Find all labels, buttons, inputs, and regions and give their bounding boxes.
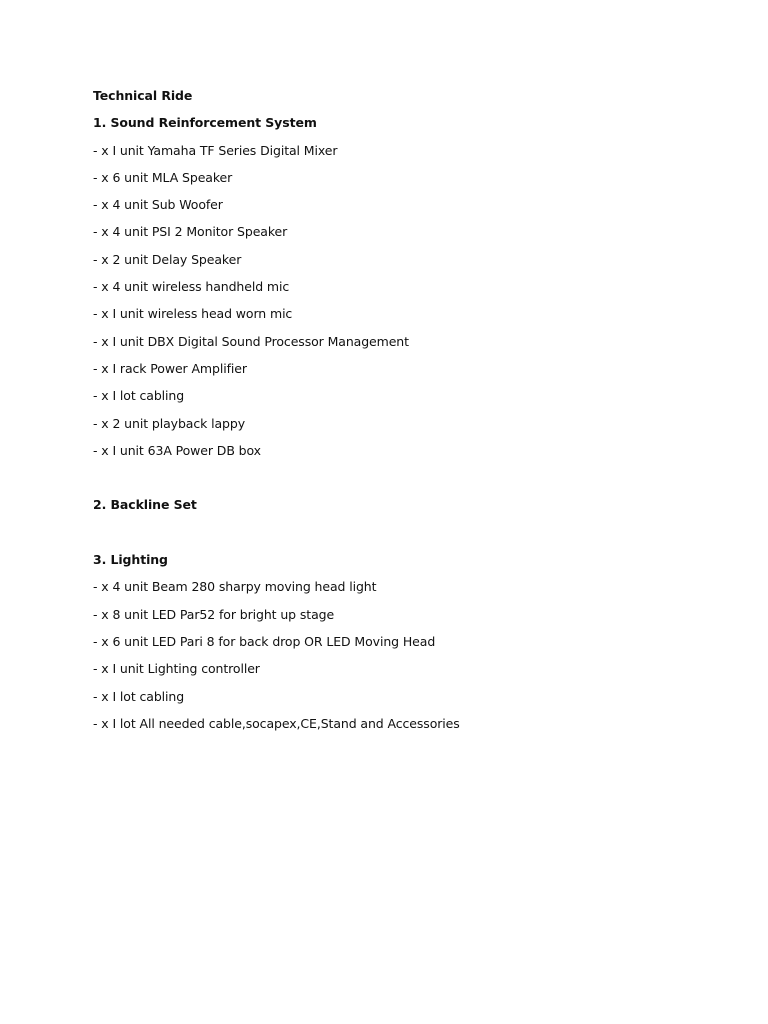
- section-lighting: [93, 550, 733, 741]
- list-item: - x 8 unit LED Par52 for bright up stage: [93, 606, 335, 622]
- section-heading: 2. Backline Set: [93, 497, 197, 513]
- list-item: - x 4 unit wireless handheld mic: [93, 279, 290, 295]
- list-item: - x I unit 63A Power DB box: [93, 442, 261, 458]
- blank-line: [93, 468, 733, 495]
- list-item: - x I unit Yamaha TF Series Digital Mixer: [93, 142, 338, 158]
- list-item: - x 4 unit Beam 280 sharpy moving head light: [93, 579, 377, 595]
- list-item: - x 4 unit Sub Woofer: [93, 197, 223, 213]
- list-item: - x 2 unit playback lappy: [93, 415, 246, 431]
- document-title: Technical Ride: [93, 88, 193, 103]
- section-heading: 3. Lighting: [93, 552, 168, 568]
- list-item: - x I unit Lighting controller: [93, 661, 260, 677]
- list-item: - x 2 unit Delay Speaker: [93, 251, 242, 267]
- list-item: - x 6 unit LED Pari 8 for back drop OR LED Moving Head: [93, 633, 436, 649]
- section-heading: 1. Sound Reinforcement System: [93, 115, 317, 131]
- list-item: - x I lot cabling: [93, 388, 185, 404]
- list-item: - x 6 unit MLA Speaker: [93, 169, 233, 185]
- list-item: - x I lot cabling: [93, 688, 185, 704]
- section-backline-set: [93, 495, 733, 522]
- document-body: [93, 86, 733, 741]
- list-item: - x I unit DBX Digital Sound Processor Management: [93, 333, 409, 349]
- section-sound-reinforcement: [93, 113, 733, 468]
- list-item: - x 4 unit PSI 2 Monitor Speaker: [93, 224, 288, 240]
- list-item: - x I lot All needed cable,socapex,CE,Stand and Accessories: [93, 715, 460, 731]
- list-item: - x I unit wireless head worn mic: [93, 306, 293, 322]
- blank-line: [93, 523, 733, 550]
- list-item: - x I rack Power Amplifier: [93, 360, 247, 376]
